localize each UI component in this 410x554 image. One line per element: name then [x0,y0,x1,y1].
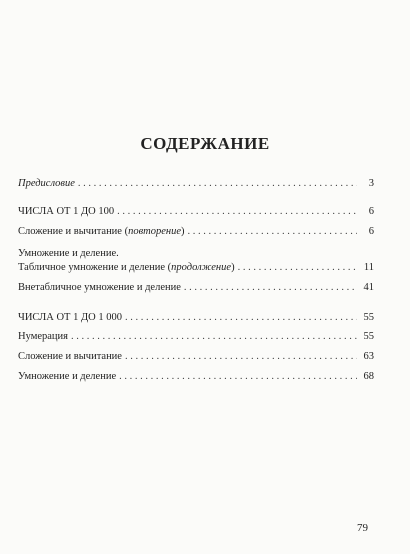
toc-entry-numeration[interactable] [18,330,374,344]
toc-entry-text: ЧИСЛА ОТ 1 ДО 100 [18,206,115,217]
toc-entry-text: Сложение и вычитание [18,351,122,362]
page-title: СОДЕРЖАНИЕ [140,134,270,153]
text-italic: продолжение [171,262,232,273]
toc-entry-page: 6 [368,226,374,237]
dot-leader [117,205,357,219]
dot-leader [125,311,357,325]
toc-entry-text: Нумерация [18,331,68,342]
text-part: Сложение и вычитание ( [18,226,129,237]
dot-leader [184,281,357,295]
dot-leader [119,370,357,384]
toc-entry-page: 63 [363,351,374,362]
toc-entry-page: 55 [363,312,374,323]
toc-entry-addsub[interactable] [18,350,374,364]
toc-entry-text: ЧИСЛА ОТ 1 ДО 1 000 [18,312,122,323]
dot-leader [71,330,357,344]
toc-entry-text: Внетабличное умножение и деление [18,282,181,293]
toc-entry-text: Предисловие [18,178,75,189]
toc-entry-numbers-100[interactable] [18,205,374,219]
toc-entry-page: 68 [363,371,374,382]
page-number: 79 [357,522,368,534]
dot-leader [125,350,357,364]
toc-entry-muldiv[interactable] [18,370,374,384]
toc-entry-text [18,225,185,239]
text-italic: повторение [128,226,182,237]
toc-entry-page: 55 [363,331,374,342]
toc-entry-nontable[interactable] [18,281,374,295]
text-part: Табличное умножение и деление ( [18,262,172,273]
dot-leader [188,225,357,239]
toc-entry-page: 6 [368,206,374,217]
toc-entry-page: 41 [363,282,374,293]
toc-entry-preface[interactable] [18,177,374,191]
table-of-contents [18,177,374,384]
toc-entry-muldiv-heading: Умножение и деление. [18,248,119,259]
toc-entry-page: 11 [363,262,374,273]
toc-entry-addsub-review[interactable] [18,225,374,239]
text-part: ) [231,262,235,273]
text-part: ) [181,226,185,237]
dot-leader [78,177,357,191]
toc-entry-text: Умножение и деление [18,371,117,382]
toc-entry-text [18,261,235,275]
toc-entry-table-muldiv[interactable] [18,261,374,275]
dot-leader [238,261,357,275]
toc-entry-numbers-1000[interactable] [18,311,374,325]
toc-entry-page: 3 [368,178,374,189]
